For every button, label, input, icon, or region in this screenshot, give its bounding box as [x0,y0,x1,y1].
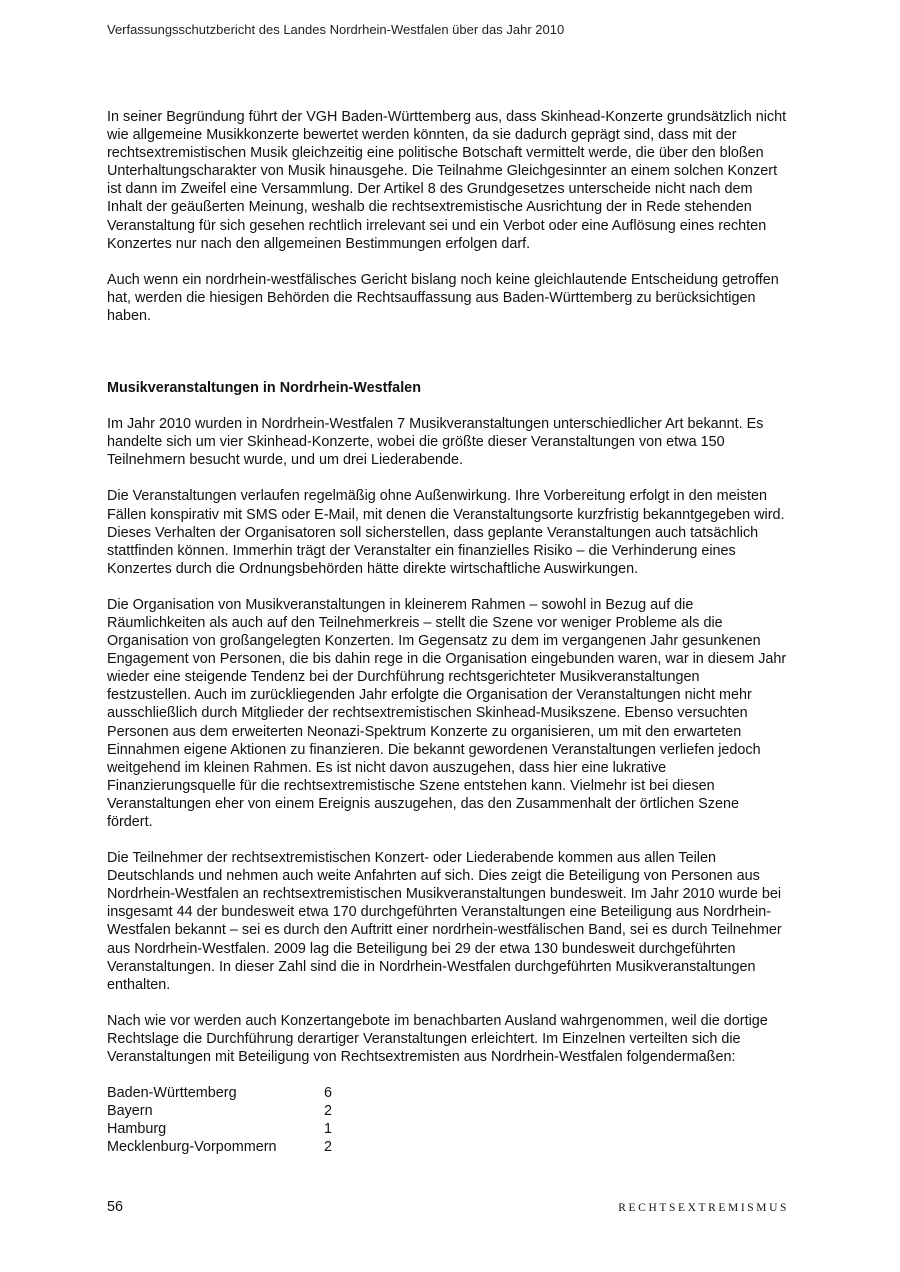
state-name: Bayern [107,1103,153,1120]
section-heading: Musikveranstaltungen in Nordrhein-Westfalen [107,380,421,397]
table-row [107,1102,332,1120]
running-header: Verfassungsschutzbericht des Landes Nordrhein-Westfalen über das Jahr 2010 [107,22,565,37]
state-name: Baden-Württemberg [107,1085,237,1102]
state-name: Mecklenburg-Vorpommern [107,1139,277,1156]
paragraph: Die Teilnehmer der rechtsextremistischen Konzert- oder Liederabende kommen aus allen Teilen Deutschlands und nehmen auch weite Anfahrten auf sich. Dies zeigt die Beteiligung von Personen aus Nordrhein-Westfalen an rechtsextremistischen Musikveranstaltungen bundesweit. Im Jahr 2010 wurde bei insgesamt 44 der bundesweit etwa 170 durchgeführten Veranstaltungen eine Beteiligung aus Nordrhein-Westfalen bekannt – sei es durch den Auftritt einer nordrhein-westfälischen Band, sei es durch Teilnehmer aus Nordrhein-Westfalen. 2009 lag die Beteiligung bei 29 der etwa 130 bundesweit durchgeführten Veranstaltungen. In dieser Zahl sind die in Nordrhein-Westfalen durchgeführten Musikveranstaltungen enthalten. [107,850,782,993]
footer-section-label: RECHTSEXTREMISMUS [618,1202,789,1214]
paragraph: In seiner Begründung führt der VGH Baden-Württemberg aus, dass Skinhead-Konzerte grundsätzlich nicht wie allgemeine Musikkonzerte bewertet werden könnten, da sie dadurch geprägt sind, dass mit der rechtsextremistischen Musik gleichzeitig eine politische Botschaft vermittelt werde, die über den bloßen Unterhaltungscharakter von Musik hinausgehe. Die Teilnahme Gleichgesinnter an einem solchen Konzert ist dann im Zweifel eine Versammlung. Der Artikel 8 des Grundgesetzes unterscheide nicht nach dem Inhalt der geäußerten Meinung, weshalb die rechtsextremistische Ausrichtung der in Rede stehenden Veranstaltung für sich gesehen rechtlich irrelevant sei und ein Verbot oder eine Auflösung eines rechten Konzertes nur nach den allgemeinen Bestimmungen erfolgen darf. [107,109,787,252]
table-row [107,1084,332,1102]
paragraph: Im Jahr 2010 wurden in Nordrhein-Westfalen 7 Musikveranstaltungen unterschiedlicher Art bekannt. Es handelte sich um vier Skinhead-Konzerte, wobei die größte dieser Veranstaltungen von etwa 150 Teilnehmern besucht wurde, und um drei Liederabende. [107,416,764,469]
state-count: 2 [324,1103,333,1120]
paragraph: Nach wie vor werden auch Konzertangebote im benachbarten Ausland wahrgenommen, weil die dortige Rechtslage die Durchführung derartiger Veranstaltungen erleichtert. Im Einzelnen verteilten sich die Veranstaltungen mit Beteiligung von Rechtsextremisten aus Nordrhein-Westfalen folgendermaßen: [107,1012,768,1066]
state-count-table [107,1084,332,1156]
state-count: 2 [324,1139,333,1156]
section-gap [107,343,787,379]
document-body [107,108,787,1157]
table-row [107,1138,332,1156]
state-count: 1 [324,1121,333,1138]
table-row [107,1120,332,1138]
state-count: 6 [324,1085,333,1102]
paragraph: Die Veranstaltungen verlaufen regelmäßig ohne Außenwirkung. Ihre Vorbereitung erfolgt in den meisten Fällen konspirativ mit SMS oder E-Mail, mit denen die Veranstaltungsorte kurzfristig bekanntgegeben wird. Dieses Verhalten der Organisatoren soll sicherstellen, dass geplante Veranstaltungen auch tatsächlich stattfinden können. Immerhin trägt der Veranstalter ein finanzielles Risiko – die Verhinderung eines Konzertes durch die Ordnungsbehörden hätte direkte wirtschaftliche Auswirkungen. [107,488,785,577]
page-number: 56 [107,1199,124,1215]
state-name: Hamburg [107,1121,167,1138]
paragraph: Die Organisation von Musikveranstaltungen in kleinerem Rahmen – sowohl in Bezug auf die Räumlichkeiten als auch auf den Teilnehmerkreis – stellt die Szene vor weniger Probleme als die Organisation von großangelegten Konzerten. Im Gegensatz zu dem im vergangenen Jahr gesunkenen Engagement von Personen, die bis dahin rege in die Organisation eingebunden waren, war in diesem Jahr wieder eine steigende Tendenz bei der Durchführung rechtsgerichteter Musikveranstaltungen festzustellen. Auch im zurückliegenden Jahr erfolgte die Organisation der Veranstaltungen nicht mehr ausschließlich durch Mitglieder der rechtsextremistischen Skinhead-Musikszene. Ebenso versuchten Personen aus dem erweiterten Neonazi-Spektrum Konzerte zu organisieren, um mit den erwarteten Einnahmen eigene Aktionen zu finanzieren. Die bekannt gewordenen Veranstaltungen verliefen jedoch weitgehend im kleinen Rahmen. Es ist nicht davon auszugehen, dass hier eine lukrative Finanzierungsquelle für die rechtsextremistische Szene entstehen kann. Vielmehr ist bei diesen Veranstaltungen eher von einem Ereignis auszugehen, das den Zusammenhalt der örtlichen Szene fördert. [107,596,787,830]
paragraph: Auch wenn ein nordrhein-westfälisches Gericht bislang noch keine gleichlautende Entscheidung getroffen hat, werden die hiesigen Behörden die Rechtsauffassung aus Baden-Württemberg zu berücksichtigen haben. [107,271,779,324]
